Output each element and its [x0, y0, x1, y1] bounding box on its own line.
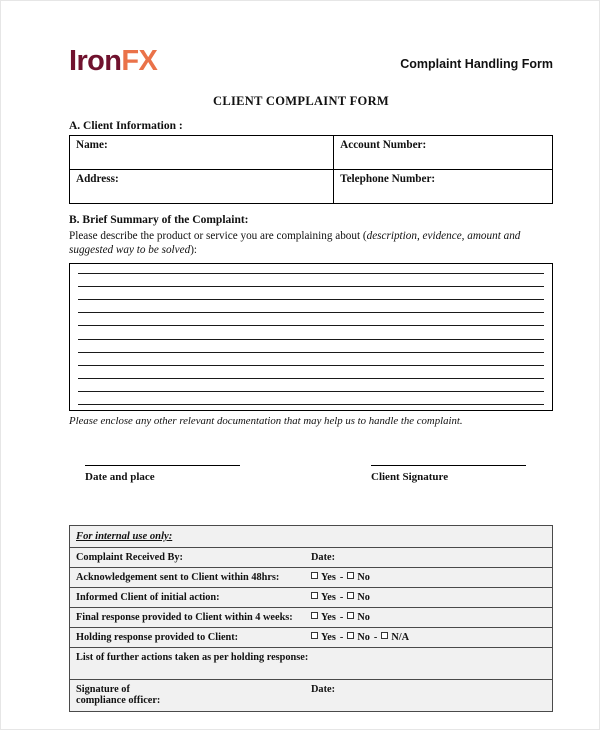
ironfx-logo [69, 47, 157, 76]
writing-rule-line [78, 325, 544, 326]
table-row [70, 136, 553, 170]
enclose-documentation-note: Please enclose any other relevant documentation that may help us to handle the complaint. [69, 415, 463, 427]
table-row [70, 628, 553, 648]
compliance-officer-signature-label [70, 680, 312, 712]
final-response-4weeks-options[interactable] [311, 608, 553, 628]
option-label: No [357, 612, 370, 623]
writing-rule-line [78, 365, 544, 366]
option-label: Yes [321, 592, 336, 603]
signature-line [85, 465, 240, 466]
final-response-4weeks-label: Final response provided to Client within 4 weeks: [70, 608, 312, 628]
table-row [70, 548, 553, 568]
client-information-table [69, 135, 553, 204]
section-b-description-tail: ): [190, 244, 198, 256]
option-label: N/A [391, 632, 410, 643]
telephone-number-cell[interactable]: Telephone Number: [334, 170, 553, 204]
option-label: Yes [321, 632, 336, 643]
internal-use-heading: For internal use only: [70, 526, 553, 548]
checkbox-icon[interactable] [347, 572, 354, 579]
option-separator: - [339, 592, 344, 603]
date-and-place-label: Date and place [85, 471, 155, 483]
acknowledgement-48hrs-label: Acknowledgement sent to Client within 48hrs: [70, 568, 312, 588]
writing-rule-line [78, 299, 544, 300]
form-title: CLIENT COMPLAINT FORM [213, 94, 389, 108]
option-label: Yes [321, 612, 336, 623]
complaint-summary-box[interactable] [69, 263, 553, 411]
writing-rule-line [78, 404, 544, 405]
further-actions-label[interactable]: List of further actions taken as per holding response: [70, 648, 553, 680]
date-and-place-signature[interactable] [85, 465, 240, 483]
checkbox-icon[interactable] [311, 612, 318, 619]
option-separator: - [339, 632, 344, 643]
acknowledgement-48hrs-options[interactable] [311, 568, 553, 588]
option-label: No [357, 632, 370, 643]
checkbox-icon[interactable] [311, 632, 318, 639]
holding-response-label: Holding response provided to Client: [70, 628, 312, 648]
compliance-officer-line2: compliance officer: [76, 695, 161, 706]
account-number-cell[interactable]: Account Number: [334, 136, 553, 170]
checkbox-icon[interactable] [347, 632, 354, 639]
client-signature-field[interactable] [371, 465, 526, 483]
checkbox-icon[interactable] [381, 632, 388, 639]
checkbox-icon[interactable] [347, 592, 354, 599]
compliance-officer-date-cell[interactable]: Date: [311, 680, 553, 712]
table-row [70, 680, 553, 712]
table-row [70, 170, 553, 204]
section-b-heading: B. Brief Summary of the Complaint: [69, 214, 249, 226]
table-row [70, 526, 553, 548]
table-row [70, 568, 553, 588]
compliance-officer-line1: Signature of [76, 684, 130, 695]
table-row [70, 588, 553, 608]
section-b-description [69, 229, 531, 257]
option-label: No [357, 572, 370, 583]
option-separator: - [339, 612, 344, 623]
writing-rule-line [78, 273, 544, 274]
section-b-description-plain: Please describe the product or service you are complaining about ( [69, 230, 367, 242]
complaint-received-date-cell[interactable]: Date: [311, 548, 553, 568]
writing-rule-line [78, 391, 544, 392]
client-name-cell[interactable]: Name: [70, 136, 334, 170]
option-label: No [357, 592, 370, 603]
writing-rule-line [78, 352, 544, 353]
table-row [70, 608, 553, 628]
logo-text-fx: FX [121, 45, 158, 77]
document-title: Complaint Handling Form [400, 57, 553, 71]
checkbox-icon[interactable] [311, 592, 318, 599]
client-signature-label: Client Signature [371, 471, 449, 483]
option-label: Yes [321, 572, 336, 583]
internal-use-table [69, 525, 553, 712]
informed-initial-action-label: Informed Client of initial action: [70, 588, 312, 608]
writing-rule-line [78, 312, 544, 313]
option-separator: - [373, 632, 378, 643]
client-address-cell[interactable]: Address: [70, 170, 334, 204]
checkbox-icon[interactable] [311, 572, 318, 579]
informed-initial-action-options[interactable] [311, 588, 553, 608]
complaint-received-by-label: Complaint Received By: [70, 548, 312, 568]
table-row [70, 648, 553, 680]
writing-rule-line [78, 339, 544, 340]
writing-rule-line [78, 286, 544, 287]
signature-line [371, 465, 526, 466]
checkbox-icon[interactable] [347, 612, 354, 619]
writing-rule-line [78, 378, 544, 379]
document-header [1, 1, 600, 87]
section-b-description-italic: description, evidence, amount and suggested way to be solved [69, 230, 521, 256]
option-separator: - [339, 572, 344, 583]
logo-text-iron: Iron [69, 45, 122, 77]
holding-response-options[interactable] [311, 628, 553, 648]
section-a-heading: A. Client Information : [69, 120, 183, 132]
